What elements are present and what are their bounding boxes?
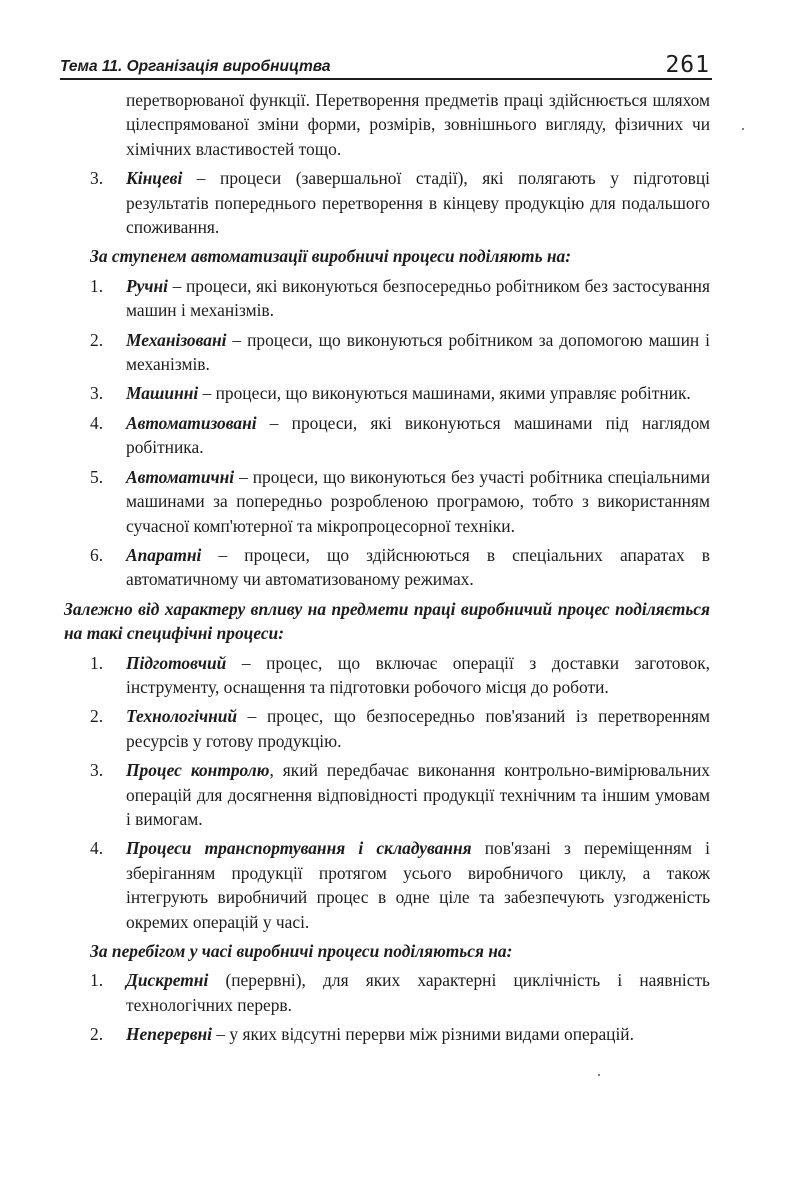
term: Апаратні xyxy=(126,544,202,565)
definition: – процеси, що здійснюються в спеціальних апаратах в автоматичному чи автоматизованому режимах. xyxy=(126,544,710,590)
definition: – процеси, що виконуються машинами, якими управляє робітник. xyxy=(198,383,691,404)
term: Машинні xyxy=(126,383,199,404)
intro-continuation: перетворюваної функції. Перетворення предметів праці здійснюється шляхом цілеспрямованої зміни форми, розмірів, зовнішнього вигляду, фізичних чи хімічних властивостей тощо. xyxy=(126,90,710,159)
list-item xyxy=(90,274,710,323)
definition: – процеси, які виконуються безпосередньо робітником без застосування машин і механізмів. xyxy=(126,275,710,321)
list-item xyxy=(90,328,710,377)
list-item xyxy=(90,704,710,753)
list-item xyxy=(90,411,710,460)
term: Процеси транспортування і складування xyxy=(126,838,472,859)
section-heading-time: За перебігом у часі виробничі процеси поділяються на: xyxy=(90,941,513,961)
definition: – процеси, які виконуються машинами під наглядом робітника. xyxy=(126,412,710,458)
list-number: 1. xyxy=(90,275,104,296)
list-item xyxy=(90,381,710,405)
list-number: 3. xyxy=(90,383,104,404)
term: Механізовані xyxy=(126,329,227,350)
list-number: 4. xyxy=(90,412,104,433)
list-item xyxy=(90,465,710,538)
term: Неперервні xyxy=(126,1024,213,1045)
scan-speck xyxy=(598,1074,600,1076)
definition: – процеси, що виконуються робітником за допомогою машин і механізмів. xyxy=(126,329,710,375)
term: Технологічний xyxy=(126,706,238,727)
list-number: 3. xyxy=(90,168,104,189)
list-item-final xyxy=(90,166,710,239)
scan-speck xyxy=(742,128,744,130)
term: Кінцеві xyxy=(126,168,183,189)
term: Підготовчий xyxy=(126,652,227,673)
list-number: 2. xyxy=(90,1024,104,1045)
page-body xyxy=(64,88,710,1052)
list-item xyxy=(90,968,710,1017)
list-number: 1. xyxy=(90,652,104,673)
term: Процес контролю xyxy=(126,760,270,781)
list-item xyxy=(90,758,710,831)
definition: – процес, що безпосередньо пов'язаний із перетворенням ресурсів у готову продукцію. xyxy=(126,706,710,751)
term: Ручні xyxy=(126,275,168,296)
section-heading-impact: Залежно від характеру впливу на предмети праці виробничий процес поділяється на такі специфічні процеси: xyxy=(64,598,710,644)
term: Автоматичні xyxy=(126,466,235,487)
list-item xyxy=(90,543,710,592)
list-number: 6. xyxy=(90,544,104,565)
list-number: 1. xyxy=(90,970,104,991)
definition: – процеси (завершальної стадії), які полягають у підготовці результатів попереднього перетворення в кінцеву продукцію для подальшого споживання. xyxy=(126,168,710,238)
page-number: 261 xyxy=(665,52,710,78)
chapter-title: Тема 11. Організація виробництва xyxy=(60,58,331,75)
list-number: 5. xyxy=(90,466,104,487)
list-item xyxy=(90,1022,710,1046)
definition: – у яких відсутні перерви між різними видами операцій. xyxy=(212,1024,634,1045)
term: Автоматизовані xyxy=(126,412,257,433)
list-item xyxy=(90,651,710,700)
term: Дискретні xyxy=(126,970,209,991)
definition: (перервні), для яких характерні циклічність і наявність технологічних перерв. xyxy=(126,970,710,1015)
definition: , який передбачає виконання контрольно-вимірювальних операцій для досягнення відповідності продукції технічним та іншим умовам і вимогам. xyxy=(126,760,710,829)
definition: – процес, що включає операції з доставки заготовок, інструменту, оснащення та підготовки робочого місця до роботи. xyxy=(126,652,710,697)
section-heading-automation: За ступенем автоматизації виробничі процеси поділяють на: xyxy=(90,246,572,267)
list-item xyxy=(90,836,710,934)
list-number: 4. xyxy=(90,838,104,859)
definition: пов'язані з переміщенням і зберіганням продукції протягом усього виробничого циклу, а також інтегрують виробничий процес в одне ціле та забезпечують узгодженість окремих операцій у часі. xyxy=(126,838,710,932)
list-number: 3. xyxy=(90,760,104,781)
page-header xyxy=(60,52,712,80)
list-number: 2. xyxy=(90,329,104,350)
definition: – процеси, що виконуються без участі робітника спеціальними машинами за попередньо розробленою програмою, тобто з використанням сучасної комп'ютерної та мікропроцесорної техніки. xyxy=(126,466,710,536)
list-number: 2. xyxy=(90,706,104,727)
